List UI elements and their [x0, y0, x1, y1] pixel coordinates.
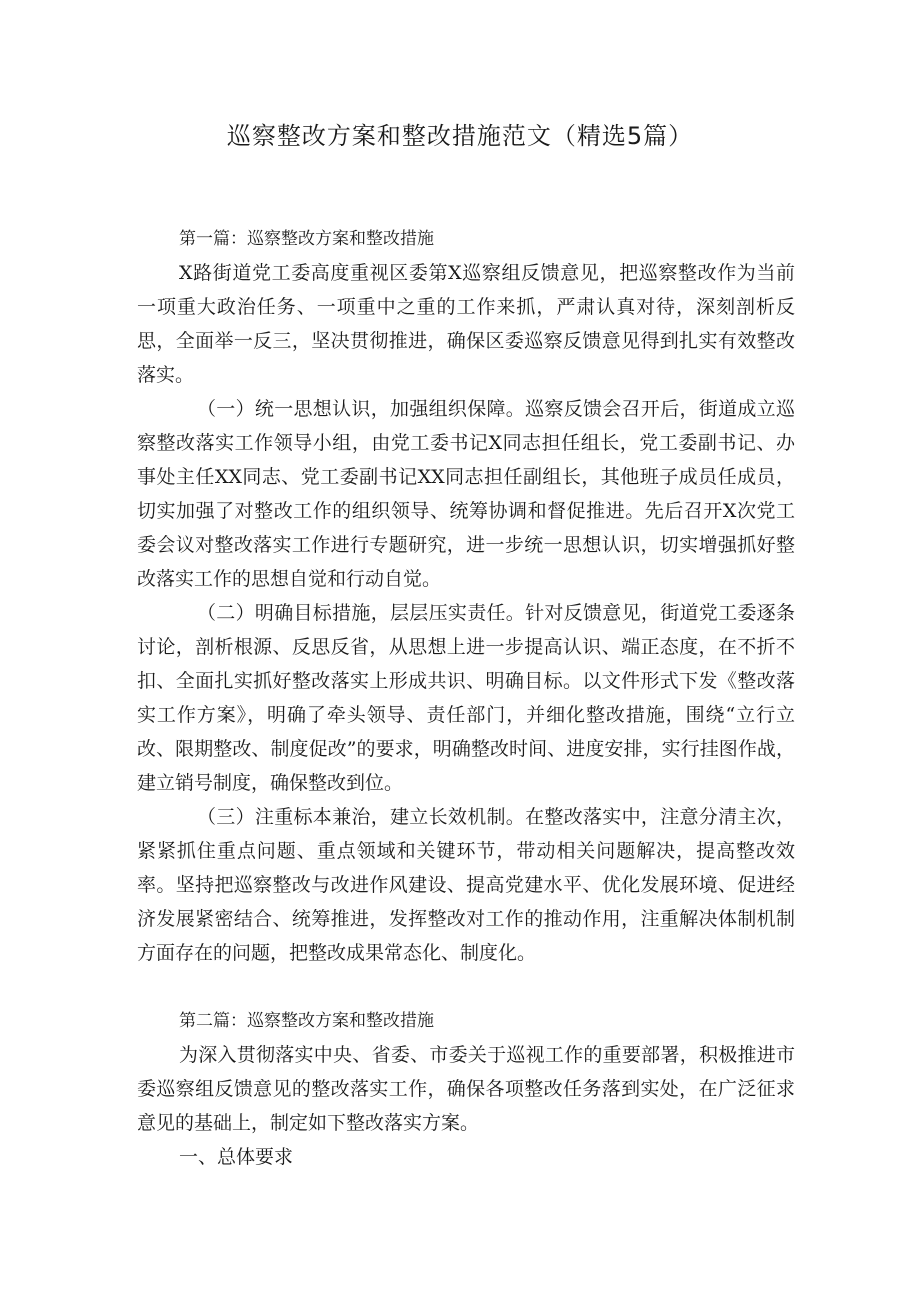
- section-one: [137, 222, 795, 970]
- section-two-heading: 第二篇：巡察整改方案和整改措施: [179, 1011, 434, 1031]
- section-one-point-1: （一）统一思想认识，加强组织保障。巡察反馈会召开后，街道成立巡察整改落实工作领导小组，由党工委书记X同志担任组长，党工委副书记、办事处主任XX同志、党工委副书记XX同志担任副组长，其他班子成员任成员，切实加强了对整改工作的组织领导、统筹协调和督促推进。先后召开X次党工委会议对整改落实工作进行专题研究，进一步统一思想认识，切实增强抓好整改落实工作的思想自觉和行动自觉。: [137, 398, 795, 590]
- section-two: [137, 1004, 795, 1174]
- section-one-heading: 第一篇：巡察整改方案和整改措施: [179, 229, 434, 249]
- section-two-subheading: 一、总体要求: [179, 1146, 294, 1168]
- section-two-intro-paragraph: 为深入贯彻落实中央、省委、市委关于巡视工作的重要部署，积极推进市委巡察组反馈意见的整改落实工作，确保各项整改任务落到实处，在广泛征求意见的基础上，制定如下整改落实方案。: [137, 1044, 795, 1134]
- section-one-point-2: （二）明确目标措施，层层压实责任。针对反馈意见，街道党工委逐条讨论，剖析根源、反思反省，从思想上进一步提高认识、端正态度，在不折不扣、全面扎实抓好整改落实上形成共识、明确目标。以文件形式下发《整改落实工作方案》，明确了牵头领导、责任部门，并细化整改措施，围绕“立行立改、限期整改、制度促改”的要求，明确整改时间、进度安排，实行挂图作战，建立销号制度，确保整改到位。: [137, 602, 795, 794]
- document-title: 巡察整改方案和整改措施范文（精选5篇）: [226, 122, 694, 150]
- section-one-point-3: （三）注重标本兼治，建立长效机制。在整改落实中，注意分清主次，紧紧抓住重点问题、重点领域和关键环节，带动相关问题解决，提高整改效率。坚持把巡察整改与改进作风建设、提高党建水平、优化发展环境、促进经济发展紧密结合、统筹推进，发挥整改对工作的推动作用，注重解决体制机制方面存在的问题，把整改成果常态化、制度化。: [137, 806, 795, 964]
- section-one-intro-paragraph: X路街道党工委高度重视区委第X巡察组反馈意见，把巡察整改作为当前一项重大政治任务、一项重中之重的工作来抓，严肃认真对待，深刻剖析反思，全面举一反三，坚决贯彻推进，确保区委巡察反馈意见得到扎实有效整改落实。: [137, 262, 795, 386]
